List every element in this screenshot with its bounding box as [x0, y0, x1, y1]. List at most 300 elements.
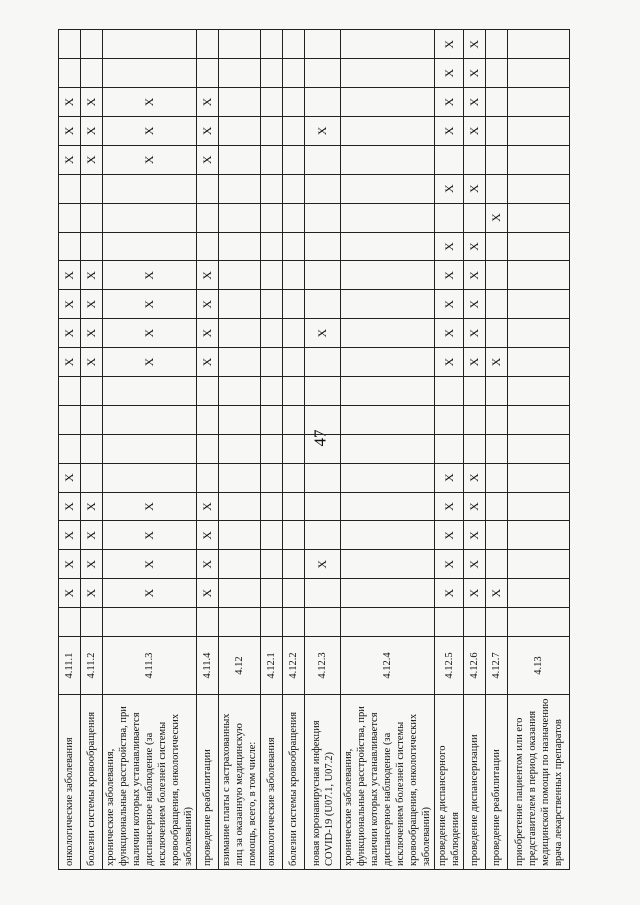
table-row [435, 30, 464, 870]
mark-cell [283, 203, 305, 232]
mark-cell: X [197, 579, 219, 608]
mark-cell [508, 521, 570, 550]
mark-cell [59, 376, 81, 405]
table-row [261, 30, 283, 870]
mark-cell [435, 376, 464, 405]
mark-cell: X [103, 319, 197, 348]
mark-cell: X [464, 116, 486, 145]
table-row [103, 30, 197, 870]
table-row [81, 30, 103, 870]
mark-cell [103, 30, 197, 59]
mark-cell [219, 492, 261, 521]
row-name-cell: хронические заболевания, функциональные расстройства, при наличии которых устанавливается диспансерное наблюдение (за исключением болезней системы кровообращения, онкологических заболеваний) [103, 695, 197, 870]
mark-cell [341, 434, 435, 463]
mark-cell: X [464, 550, 486, 579]
page-number: 47 [310, 429, 330, 447]
mark-cell: X [305, 550, 341, 579]
mark-cell: X [435, 521, 464, 550]
mark-cell [508, 290, 570, 319]
row-code-cell: 4.12.6 [464, 637, 486, 695]
mark-cell [81, 59, 103, 88]
mark-cell: X [103, 521, 197, 550]
mark-cell: X [464, 579, 486, 608]
mark-cell [283, 174, 305, 203]
mark-cell: X [59, 145, 81, 174]
row-code-cell: 4.12.7 [486, 637, 508, 695]
mark-cell [283, 492, 305, 521]
mark-cell [81, 232, 103, 261]
mark-cell [508, 608, 570, 637]
mark-cell [283, 145, 305, 174]
mark-cell [219, 376, 261, 405]
mark-cell [59, 232, 81, 261]
row-code-cell: 4.12 [219, 637, 261, 695]
data-table [58, 29, 570, 870]
mark-cell [486, 290, 508, 319]
mark-cell [219, 434, 261, 463]
mark-cell [341, 290, 435, 319]
mark-cell: X [197, 116, 219, 145]
mark-cell: X [435, 348, 464, 377]
mark-cell [341, 608, 435, 637]
mark-cell: X [435, 30, 464, 59]
mark-cell [508, 319, 570, 348]
mark-cell [59, 203, 81, 232]
mark-cell [486, 261, 508, 290]
mark-cell [81, 203, 103, 232]
mark-cell [261, 434, 283, 463]
mark-cell [341, 319, 435, 348]
table-row [283, 30, 305, 870]
mark-cell: X [59, 348, 81, 377]
mark-cell [486, 463, 508, 492]
mark-cell: X [81, 290, 103, 319]
mark-cell [197, 203, 219, 232]
mark-cell: X [81, 261, 103, 290]
mark-cell [261, 376, 283, 405]
mark-cell: X [464, 174, 486, 203]
mark-cell [341, 550, 435, 579]
mark-cell [341, 88, 435, 117]
mark-cell [486, 59, 508, 88]
mark-cell [341, 521, 435, 550]
mark-cell [486, 521, 508, 550]
mark-cell [283, 405, 305, 434]
mark-cell: X [197, 145, 219, 174]
row-code-cell: 4.13 [508, 637, 570, 695]
mark-cell [508, 203, 570, 232]
mark-cell [486, 174, 508, 203]
mark-cell [219, 405, 261, 434]
mark-cell [103, 59, 197, 88]
mark-cell: X [464, 492, 486, 521]
mark-cell [219, 579, 261, 608]
mark-cell [305, 290, 341, 319]
mark-cell [103, 405, 197, 434]
mark-cell: X [59, 521, 81, 550]
mark-cell [486, 145, 508, 174]
mark-cell [305, 174, 341, 203]
mark-cell: X [103, 116, 197, 145]
mark-cell [508, 232, 570, 261]
mark-cell: X [197, 261, 219, 290]
mark-cell: X [435, 463, 464, 492]
table-row [197, 30, 219, 870]
row-code-cell: 4.11.3 [103, 637, 197, 695]
mark-cell: X [81, 550, 103, 579]
mark-cell [261, 59, 283, 88]
mark-cell: X [464, 232, 486, 261]
mark-cell: X [103, 261, 197, 290]
row-name-cell: проведение диспансеризации [464, 695, 486, 870]
mark-cell [81, 463, 103, 492]
mark-cell [283, 232, 305, 261]
mark-cell [305, 59, 341, 88]
mark-cell: X [464, 463, 486, 492]
mark-cell: X [435, 579, 464, 608]
mark-cell [219, 521, 261, 550]
mark-cell [59, 434, 81, 463]
mark-cell [341, 492, 435, 521]
row-code-cell: 4.12.4 [341, 637, 435, 695]
mark-cell: X [103, 290, 197, 319]
mark-cell: X [486, 348, 508, 377]
mark-cell [486, 376, 508, 405]
mark-cell [486, 319, 508, 348]
mark-cell [508, 88, 570, 117]
mark-cell [219, 145, 261, 174]
mark-cell [435, 434, 464, 463]
mark-cell: X [435, 319, 464, 348]
row-name-cell: проведение диспансерного наблюдения [435, 695, 464, 870]
mark-cell [219, 88, 261, 117]
mark-cell [464, 203, 486, 232]
mark-cell [508, 261, 570, 290]
mark-cell [341, 405, 435, 434]
mark-cell [261, 203, 283, 232]
mark-cell [508, 492, 570, 521]
mark-cell [261, 319, 283, 348]
mark-cell [486, 30, 508, 59]
mark-cell [283, 116, 305, 145]
mark-cell [197, 434, 219, 463]
mark-cell: X [464, 59, 486, 88]
row-code-cell: 4.12.2 [283, 637, 305, 695]
mark-cell [341, 59, 435, 88]
mark-cell: X [197, 550, 219, 579]
mark-cell: X [435, 59, 464, 88]
mark-cell [219, 463, 261, 492]
mark-cell: X [103, 145, 197, 174]
mark-cell: X [464, 88, 486, 117]
mark-cell: X [59, 116, 81, 145]
mark-cell: X [59, 319, 81, 348]
mark-cell: X [59, 88, 81, 117]
mark-cell [305, 203, 341, 232]
mark-cell: X [464, 348, 486, 377]
mark-cell [435, 203, 464, 232]
mark-cell [341, 261, 435, 290]
row-name-cell: хронические заболевания, функциональные расстройства, при наличии которых устанавливается диспансерное наблюдение (за исключением болезней системы кровообращения, онкологических заболеваний) [341, 695, 435, 870]
row-code-cell: 4.11.1 [59, 637, 81, 695]
mark-cell [219, 550, 261, 579]
mark-cell: X [435, 88, 464, 117]
mark-cell [81, 174, 103, 203]
mark-cell [261, 174, 283, 203]
mark-cell: X [197, 319, 219, 348]
mark-cell: X [305, 116, 341, 145]
mark-cell: X [486, 579, 508, 608]
mark-cell: X [464, 261, 486, 290]
row-code-cell: 4.12.5 [435, 637, 464, 695]
row-name-cell: онкологические заболевания [59, 695, 81, 870]
mark-cell: X [435, 174, 464, 203]
mark-cell [283, 290, 305, 319]
mark-cell [305, 30, 341, 59]
row-code-cell: 4.12.3 [305, 637, 341, 695]
mark-cell [219, 290, 261, 319]
mark-cell [103, 232, 197, 261]
row-name-cell: болезни системы кровообращения [283, 695, 305, 870]
table-body [59, 30, 570, 870]
mark-cell: X [103, 550, 197, 579]
mark-cell [59, 59, 81, 88]
mark-cell [305, 405, 341, 434]
mark-cell: X [81, 521, 103, 550]
mark-cell [341, 30, 435, 59]
mark-cell [261, 608, 283, 637]
mark-cell [341, 116, 435, 145]
mark-cell: X [464, 319, 486, 348]
mark-cell: X [305, 319, 341, 348]
mark-cell [508, 376, 570, 405]
mark-cell [283, 550, 305, 579]
mark-cell [261, 232, 283, 261]
mark-cell [261, 261, 283, 290]
mark-cell [305, 232, 341, 261]
row-name-cell: взимание платы с застрахованных лиц за оказанную медицинскую помощь, всего, в том числе: [219, 695, 261, 870]
mark-cell [508, 463, 570, 492]
mark-cell [59, 174, 81, 203]
mark-cell: X [103, 88, 197, 117]
mark-cell [219, 232, 261, 261]
mark-cell [197, 376, 219, 405]
mark-cell: X [435, 492, 464, 521]
mark-cell [219, 116, 261, 145]
mark-cell [219, 59, 261, 88]
mark-cell [103, 608, 197, 637]
mark-cell [197, 608, 219, 637]
mark-cell [283, 434, 305, 463]
mark-cell [219, 174, 261, 203]
mark-cell [305, 492, 341, 521]
mark-cell [261, 521, 283, 550]
mark-cell [283, 348, 305, 377]
mark-cell [261, 463, 283, 492]
mark-cell: X [81, 348, 103, 377]
table-container [58, 30, 564, 870]
mark-cell [305, 579, 341, 608]
mark-cell [305, 88, 341, 117]
mark-cell [81, 405, 103, 434]
mark-cell [261, 550, 283, 579]
mark-cell [508, 434, 570, 463]
mark-cell: X [59, 261, 81, 290]
mark-cell [283, 579, 305, 608]
mark-cell: X [103, 348, 197, 377]
mark-cell: X [435, 261, 464, 290]
mark-cell [81, 376, 103, 405]
mark-cell: X [81, 579, 103, 608]
mark-cell [283, 319, 305, 348]
mark-cell: X [103, 492, 197, 521]
mark-cell [508, 59, 570, 88]
mark-cell [486, 405, 508, 434]
mark-cell: X [435, 116, 464, 145]
mark-cell [219, 30, 261, 59]
mark-cell [341, 145, 435, 174]
mark-cell [508, 348, 570, 377]
mark-cell [464, 608, 486, 637]
mark-cell: X [197, 88, 219, 117]
mark-cell [486, 232, 508, 261]
mark-cell [59, 608, 81, 637]
mark-cell [486, 550, 508, 579]
mark-cell [219, 319, 261, 348]
mark-cell [197, 405, 219, 434]
mark-cell [486, 116, 508, 145]
mark-cell: X [197, 290, 219, 319]
mark-cell: X [103, 579, 197, 608]
table-row [341, 30, 435, 870]
mark-cell [283, 376, 305, 405]
mark-cell [261, 145, 283, 174]
mark-cell: X [81, 492, 103, 521]
mark-cell [59, 30, 81, 59]
mark-cell [261, 348, 283, 377]
row-name-cell: болезни системы кровообращения [81, 695, 103, 870]
mark-cell [219, 203, 261, 232]
mark-cell: X [197, 492, 219, 521]
row-name-cell: онкологические заболевания [261, 695, 283, 870]
mark-cell: X [435, 290, 464, 319]
mark-cell [305, 463, 341, 492]
mark-cell [508, 145, 570, 174]
mark-cell [341, 463, 435, 492]
mark-cell [103, 203, 197, 232]
mark-cell: X [435, 550, 464, 579]
mark-cell [261, 30, 283, 59]
mark-cell [305, 608, 341, 637]
mark-cell [81, 434, 103, 463]
mark-cell [283, 261, 305, 290]
mark-cell [219, 261, 261, 290]
mark-cell [341, 232, 435, 261]
mark-cell [103, 376, 197, 405]
mark-cell: X [59, 463, 81, 492]
mark-cell [283, 608, 305, 637]
mark-cell [283, 30, 305, 59]
mark-cell [103, 463, 197, 492]
mark-cell [305, 521, 341, 550]
mark-cell [197, 59, 219, 88]
row-name-cell: проведение реабилитации [486, 695, 508, 870]
mark-cell: X [464, 30, 486, 59]
mark-cell [283, 521, 305, 550]
mark-cell [508, 550, 570, 579]
mark-cell [103, 174, 197, 203]
table-row [508, 30, 570, 870]
mark-cell [81, 30, 103, 59]
table-row [59, 30, 81, 870]
mark-cell [261, 405, 283, 434]
mark-cell [435, 145, 464, 174]
mark-cell [508, 579, 570, 608]
mark-cell: X [59, 550, 81, 579]
mark-cell [508, 116, 570, 145]
mark-cell: X [435, 232, 464, 261]
mark-cell [305, 434, 341, 463]
mark-cell: X [59, 492, 81, 521]
mark-cell: X [464, 521, 486, 550]
mark-cell [464, 145, 486, 174]
mark-cell [219, 348, 261, 377]
mark-cell [305, 145, 341, 174]
mark-cell [305, 348, 341, 377]
mark-cell [508, 30, 570, 59]
mark-cell [486, 434, 508, 463]
mark-cell [486, 88, 508, 117]
row-name-cell: проведение реабилитации [197, 695, 219, 870]
mark-cell [261, 290, 283, 319]
mark-cell [305, 261, 341, 290]
row-code-cell: 4.12.1 [261, 637, 283, 695]
mark-cell [261, 579, 283, 608]
mark-cell [103, 434, 197, 463]
table-row [305, 30, 341, 870]
mark-cell [508, 174, 570, 203]
mark-cell [508, 405, 570, 434]
mark-cell [435, 608, 464, 637]
mark-cell [219, 608, 261, 637]
mark-cell [486, 492, 508, 521]
mark-cell [81, 608, 103, 637]
mark-cell [197, 463, 219, 492]
mark-cell [197, 232, 219, 261]
mark-cell: X [59, 579, 81, 608]
mark-cell [283, 59, 305, 88]
mark-cell: X [81, 145, 103, 174]
mark-cell [197, 174, 219, 203]
mark-cell: X [197, 348, 219, 377]
mark-cell: X [81, 88, 103, 117]
mark-cell: X [81, 116, 103, 145]
row-code-cell: 4.11.2 [81, 637, 103, 695]
mark-cell [464, 434, 486, 463]
row-code-cell: 4.11.4 [197, 637, 219, 695]
mark-cell [341, 348, 435, 377]
mark-cell: X [486, 203, 508, 232]
row-name-cell: приобретение пациентом или его представителем в период оказания медицинской помощи по назначению врача лекарственных препаратов [508, 695, 570, 870]
mark-cell [464, 376, 486, 405]
mark-cell: X [464, 290, 486, 319]
mark-cell [341, 174, 435, 203]
mark-cell: X [197, 521, 219, 550]
table-row [464, 30, 486, 870]
row-name-cell: новая коронавирусная инфекция COVID-19 (U07.1, U07.2) [305, 695, 341, 870]
mark-cell [283, 463, 305, 492]
mark-cell [341, 579, 435, 608]
